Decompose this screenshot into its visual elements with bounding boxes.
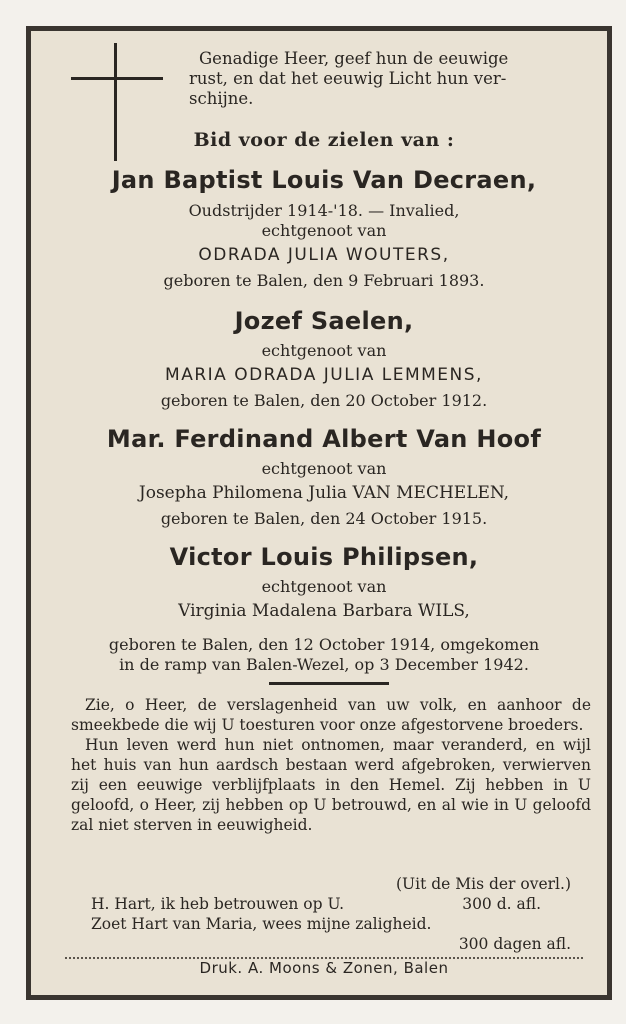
prayer-paragraph: Hun leven werd hun niet ontnomen, maar veranderd, en wijl het huis van hun aardsch bestaan werd afgebroken, verwierven zij een eeuwige verblijfplaats in den Hemel. Zij hebben in U geloofd, o Heer, zij hebben op U betrouwd, en al wie in U geloofd zal niet sterven in eeuwigheid. xyxy=(71,736,591,834)
person-name: Jozef Saelen, xyxy=(234,307,414,335)
prayer-paragraph: Zie, o Heer, de verslagenheid van uw volk, en aanhoor de smeekbede die wij U toesturen voor onze afgestorvene broeders. xyxy=(71,696,591,734)
spouse-name: MARIA ODRADA JULIA LEMMENS, xyxy=(165,365,483,385)
spouse-of-label: echtgenoot van xyxy=(261,221,387,240)
memorial-card xyxy=(26,26,612,1000)
prayer-text xyxy=(71,695,591,835)
indulgence-prayer: H. Hart, ik heb betrouwen op U. xyxy=(91,895,345,913)
indulgence-days: 300 dagen afl. xyxy=(458,935,571,953)
person-name: Jan Baptist Louis Van Decraen, xyxy=(111,166,537,194)
spouse-name: Josepha Philomena Julia VAN MECHELEN, xyxy=(138,483,510,503)
spouse-name: ODRADA JULIA WOUTERS, xyxy=(198,245,450,265)
birth-info: geboren te Balen, den 9 Februari 1893. xyxy=(163,271,485,290)
indulgence-days: 300 d. afl. xyxy=(462,895,541,913)
person-extra: Oudstrijder 1914-'18. — Invalied, xyxy=(188,201,460,220)
birth-info: in de ramp van Balen-Wezel, op 3 December 1942. xyxy=(119,655,529,674)
cross-icon-bar xyxy=(71,77,163,80)
divider xyxy=(269,682,389,685)
person-name: Mar. Ferdinand Albert Van Hoof xyxy=(106,425,542,453)
birth-info: geboren te Balen, den 12 October 1914, omgekomen xyxy=(108,635,540,654)
birth-info: geboren te Balen, den 20 October 1912. xyxy=(160,391,488,410)
prayer-line: Genadige Heer, geef hun de eeuwige xyxy=(199,49,509,68)
heading: Bid voor de zielen van : xyxy=(193,129,455,151)
prayer-line: schijne. xyxy=(189,89,254,108)
printer-credit: Druk. A. Moons & Zonen, Balen xyxy=(199,959,449,977)
spouse-name: Virginia Madalena Barbara WILS, xyxy=(178,601,470,621)
spouse-of-label: echtgenoot van xyxy=(261,341,387,360)
spouse-of-label: echtgenoot van xyxy=(261,459,387,478)
indulgence-prayer: Zoet Hart van Maria, wees mijne zaligheid. xyxy=(91,915,432,933)
spouse-of-label: echtgenoot van xyxy=(261,577,387,596)
birth-info: geboren te Balen, den 24 October 1915. xyxy=(160,509,488,528)
prayer-source: (Uit de Mis der overl.) xyxy=(396,875,571,893)
person-name: Victor Louis Philipsen, xyxy=(169,543,479,571)
opening-prayer xyxy=(189,49,589,109)
prayer-line: rust, en dat het eeuwig Licht hun ver- xyxy=(189,69,507,88)
